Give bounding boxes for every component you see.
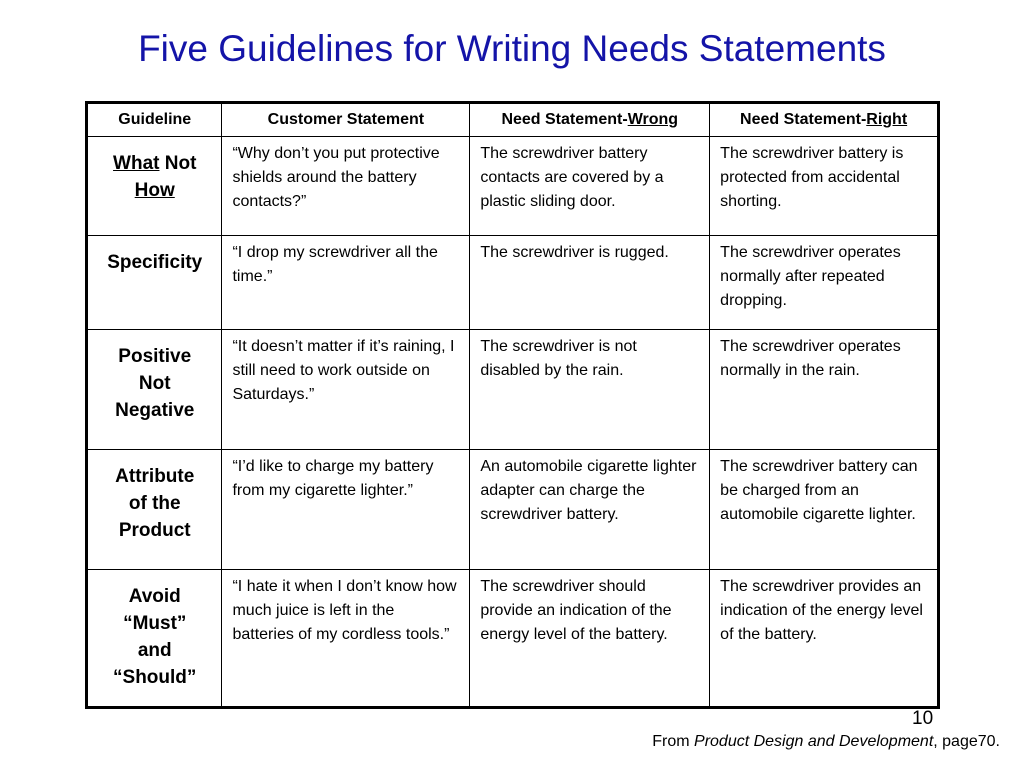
guideline-what: What [113,153,160,174]
guideline-line: and [137,640,172,661]
need-wrong-cell: An automobile cigarette lighter adapter can charge the screwdriver battery. [470,450,710,570]
customer-statement-cell: “I’d like to charge my battery from my cigarette lighter.” [222,450,470,570]
source-prefix: From [652,733,695,750]
header-need-wrong [470,103,710,137]
header-need-right [710,103,939,137]
guideline-line: of the [128,493,181,515]
source-citation [652,733,1000,751]
table-row [87,570,939,708]
table-row [87,330,939,450]
guideline-cell [87,330,222,450]
guideline-cell: Specificity [87,235,222,330]
table-row [87,137,939,236]
table-row [87,450,939,570]
guideline-line: Not [138,373,171,395]
need-wrong-cell: The screwdriver is not disabled by the rain. [470,330,710,450]
guideline-not: Not [159,153,197,174]
guideline-how: How [134,180,175,201]
guideline-cell [87,450,222,570]
table-header-row [87,103,939,137]
header-customer-statement: Customer Statement [222,103,470,137]
source-title: Product Design and Development [694,733,934,750]
need-right-cell: The screwdriver battery is protected from accidental shorting. [710,137,939,236]
need-wrong-cell: The screwdriver should provide an indication of the energy level of the battery. [470,570,710,708]
source-suffix: , page70. [933,733,1000,750]
customer-statement-cell: “I hate it when I don’t know how much juice is left in the batteries of my cordless tools.” [222,570,470,708]
guideline-line: Attribute [115,466,195,488]
header-need-wrong-emphasis: Wrong [627,111,679,128]
need-right-cell: The screwdriver operates normally after repeated dropping. [710,235,939,330]
guideline-line: “Should” [113,667,197,688]
guideline-line: Positive [118,346,192,368]
need-right-cell: The screwdriver operates normally in the rain. [710,330,939,450]
header-need-right-prefix: Need Statement- [740,111,867,128]
customer-statement-cell: “It doesn’t matter if it’s raining, I still need to work outside on Saturdays.” [222,330,470,450]
need-right-cell: The screwdriver battery can be charged from an automobile cigarette lighter. [710,450,939,570]
customer-statement-cell: “Why don’t you put protective shields around the battery contacts?” [222,137,470,236]
need-right-cell: The screwdriver provides an indication of the energy level of the battery. [710,570,939,708]
guideline-line: Avoid [128,586,181,607]
customer-statement-cell: “I drop my screwdriver all the time.” [222,235,470,330]
header-need-right-emphasis: Right [866,111,908,128]
slide-title: Five Guidelines for Writing Needs Statements [138,28,886,69]
header-need-wrong-prefix: Need Statement- [501,111,628,128]
need-wrong-cell: The screwdriver is rugged. [470,235,710,330]
slide-number: 10 [912,708,934,729]
guideline-line: Product [118,520,191,542]
guideline-cell [87,137,222,236]
guidelines-table [85,101,940,709]
guideline-line: “Must” [123,613,187,634]
guideline-cell [87,570,222,708]
guideline-line: Negative [115,400,195,422]
need-wrong-cell: The screwdriver battery contacts are covered by a plastic sliding door. [470,137,710,236]
header-guideline: Guideline [87,103,222,137]
table-row [87,235,939,330]
